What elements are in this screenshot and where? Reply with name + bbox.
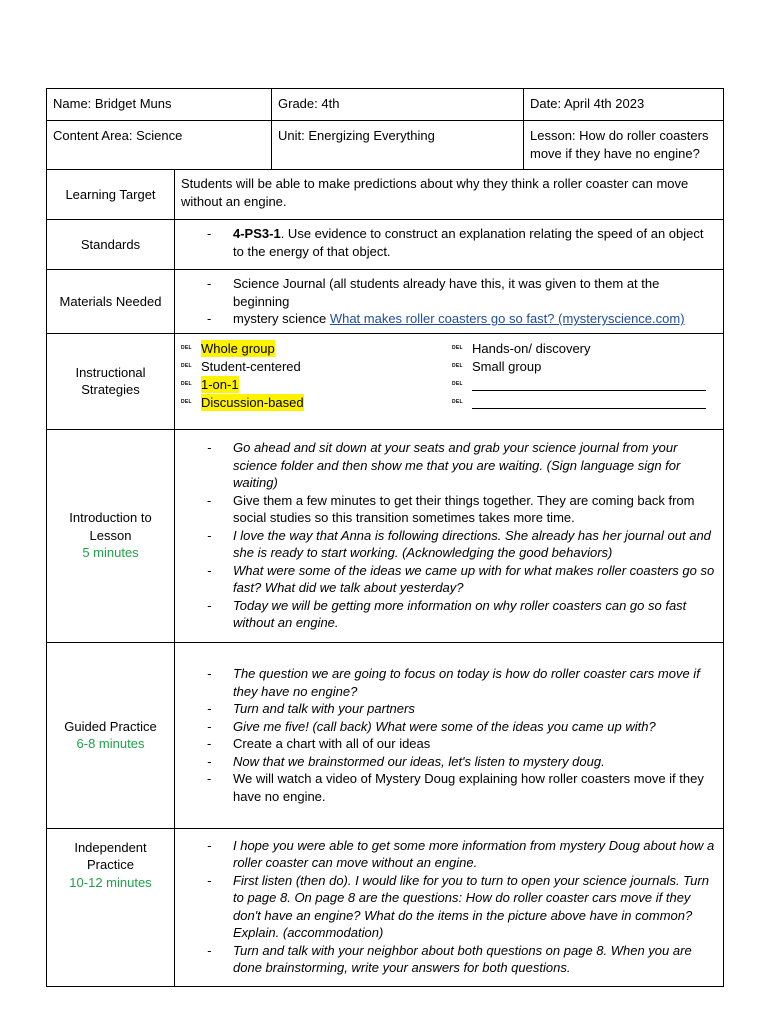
strategy-item xyxy=(181,376,446,394)
del-marker: DEL xyxy=(452,398,463,405)
guided-item: - Create a chart with all of our ideas xyxy=(207,735,717,753)
independent-time: 10-12 minutes xyxy=(69,874,152,890)
name-cell xyxy=(47,89,272,121)
standards-label-cell xyxy=(47,220,175,270)
introduction-item: - Give them a few minutes to get their things together. They are coming back from social studies so this transition sometimes takes more time. xyxy=(207,492,717,527)
strategy-label: Student-centered xyxy=(201,358,301,374)
independent-item: - I hope you were able to get some more information from mystery Doug about how a roller coaster can move without an engine. xyxy=(207,837,717,872)
standards-list xyxy=(181,225,717,260)
del-marker: DEL xyxy=(181,362,192,369)
lesson-plan-table xyxy=(46,88,724,987)
materials-list xyxy=(181,275,717,328)
strategy-blank-item xyxy=(452,394,717,412)
guided-time: 6-8 minutes xyxy=(76,736,145,751)
strategy-label: Whole group xyxy=(201,340,275,356)
del-marker: DEL xyxy=(452,380,463,387)
del-marker: DEL xyxy=(181,380,192,387)
date-cell xyxy=(524,89,724,121)
independent-list xyxy=(181,837,717,977)
lesson-title: Lesson: How do roller coasters move if they have no engine? xyxy=(530,128,709,161)
strategy-label: Hands-on/ discovery xyxy=(472,340,591,356)
standard-text: . Use evidence to construct an explanation relating the speed of an object to the energy of that object. xyxy=(233,226,704,259)
materials-cell xyxy=(175,270,724,334)
learning-target-text: Students will be able to make predictions about why they think a roller coaster can move without an engine. xyxy=(181,176,689,209)
strategy-label: 1-on-1 xyxy=(201,376,239,392)
introduction-time: 5 minutes xyxy=(82,545,139,561)
independent-label: Independent Practice xyxy=(74,839,147,872)
teacher-name: Name: Bridget Muns xyxy=(53,96,172,111)
strategies-left-column xyxy=(175,334,452,412)
strategies-label-cell xyxy=(47,333,175,429)
learning-target-label: Learning Target xyxy=(65,186,156,202)
learning-target-cell xyxy=(175,170,724,220)
strategies-grid xyxy=(175,334,723,412)
standards-item xyxy=(207,225,717,260)
strategies-cell xyxy=(175,333,724,429)
introduction-item: - What were some of the ideas we came up with for what makes roller coasters go so fast? What did we talk about yesterday? xyxy=(207,562,717,597)
introduction-list xyxy=(181,439,717,632)
strategies-right-column xyxy=(452,334,723,412)
materials-item xyxy=(207,275,717,310)
guided-label-cell xyxy=(47,642,175,828)
materials-label-cell xyxy=(47,270,175,334)
guided-item: - Turn and talk with your partners xyxy=(207,700,717,718)
introduction-item: - I love the way that Anna is following directions. She already has her journal out and she is ready to start working. (Acknowledging the good behaviors) xyxy=(207,527,717,562)
learning-target-label-cell xyxy=(47,170,175,220)
independent-cell xyxy=(175,828,724,986)
guided-item: - Now that we brainstormed our ideas, let's listen to mystery doug. xyxy=(207,753,717,771)
del-marker: DEL xyxy=(452,344,463,351)
del-marker: DEL xyxy=(181,398,192,405)
materials-item xyxy=(207,310,717,328)
strategy-item xyxy=(452,358,717,376)
blank-line xyxy=(472,378,706,391)
independent-item: - Turn and talk with your neighbor about both questions on page 8. When you are done brainstorming, write your answers for both questions. xyxy=(207,942,717,977)
mystery-science-link[interactable]: What makes roller coasters go so fast? (mysteryscience.com) xyxy=(329,311,685,326)
strategy-item xyxy=(181,394,446,412)
guided-item: - Give me five! (call back) What were some of the ideas you came up with? xyxy=(207,718,717,736)
introduction-cell xyxy=(175,429,724,642)
del-marker: DEL xyxy=(452,362,463,369)
independent-label-cell xyxy=(47,828,175,986)
guided-item: - The question we are going to focus on today is how do roller coaster cars move if they have no engine? xyxy=(207,665,717,700)
introduction-label: Introduction to Lesson xyxy=(69,510,152,543)
strategy-label: Small group xyxy=(472,358,542,374)
blank-line xyxy=(472,396,706,409)
strategies-label: Instructional Strategies xyxy=(75,364,146,397)
date: Date: April 4th 2023 xyxy=(530,96,645,111)
guided-label: Guided Practice xyxy=(64,718,157,734)
standards-cell xyxy=(175,220,724,270)
content-area: Content Area: Science xyxy=(53,128,183,143)
grade: Grade: 4th xyxy=(278,96,340,111)
unit: Unit: Energizing Everything xyxy=(278,128,435,143)
guided-list xyxy=(181,665,717,805)
introduction-label-cell xyxy=(47,429,175,642)
independent-item: - First listen (then do). I would like for you to turn to open your science journals. Turn to page 8. On page 8 are the questions: How do roller coaster cars move if they don't have an engine? What do the items in the picture above have in common? Explain. (accommodation) xyxy=(207,872,717,942)
standards-label: Standards xyxy=(80,236,141,252)
materials-item-text: Science Journal (all students already have this, it was given to them at the beginning xyxy=(233,276,660,309)
introduction-item: - Today we will be getting more information on why roller coasters can go so fast without an engine. xyxy=(207,597,717,632)
introduction-item: - Go ahead and sit down at your seats and grab your science journal from your science folder and then show me that you are waiting. (Sign language sign for waiting) xyxy=(207,439,717,492)
strategy-blank-item xyxy=(452,376,717,394)
materials-item-text: mystery science xyxy=(233,311,330,326)
del-marker: DEL xyxy=(181,344,192,351)
unit-cell xyxy=(272,121,524,170)
strategy-item xyxy=(181,358,446,376)
strategy-item xyxy=(452,340,717,358)
materials-label: Materials Needed xyxy=(59,293,162,309)
strategy-label: Discussion-based xyxy=(201,394,304,410)
standard-code: 4-PS3-1 xyxy=(233,226,281,241)
guided-cell xyxy=(175,642,724,828)
lesson-cell xyxy=(524,121,724,170)
guided-item: - We will watch a video of Mystery Doug explaining how roller coasters move if they have no engine. xyxy=(207,770,717,805)
content-area-cell xyxy=(47,121,272,170)
strategy-item xyxy=(181,340,446,358)
grade-cell xyxy=(272,89,524,121)
